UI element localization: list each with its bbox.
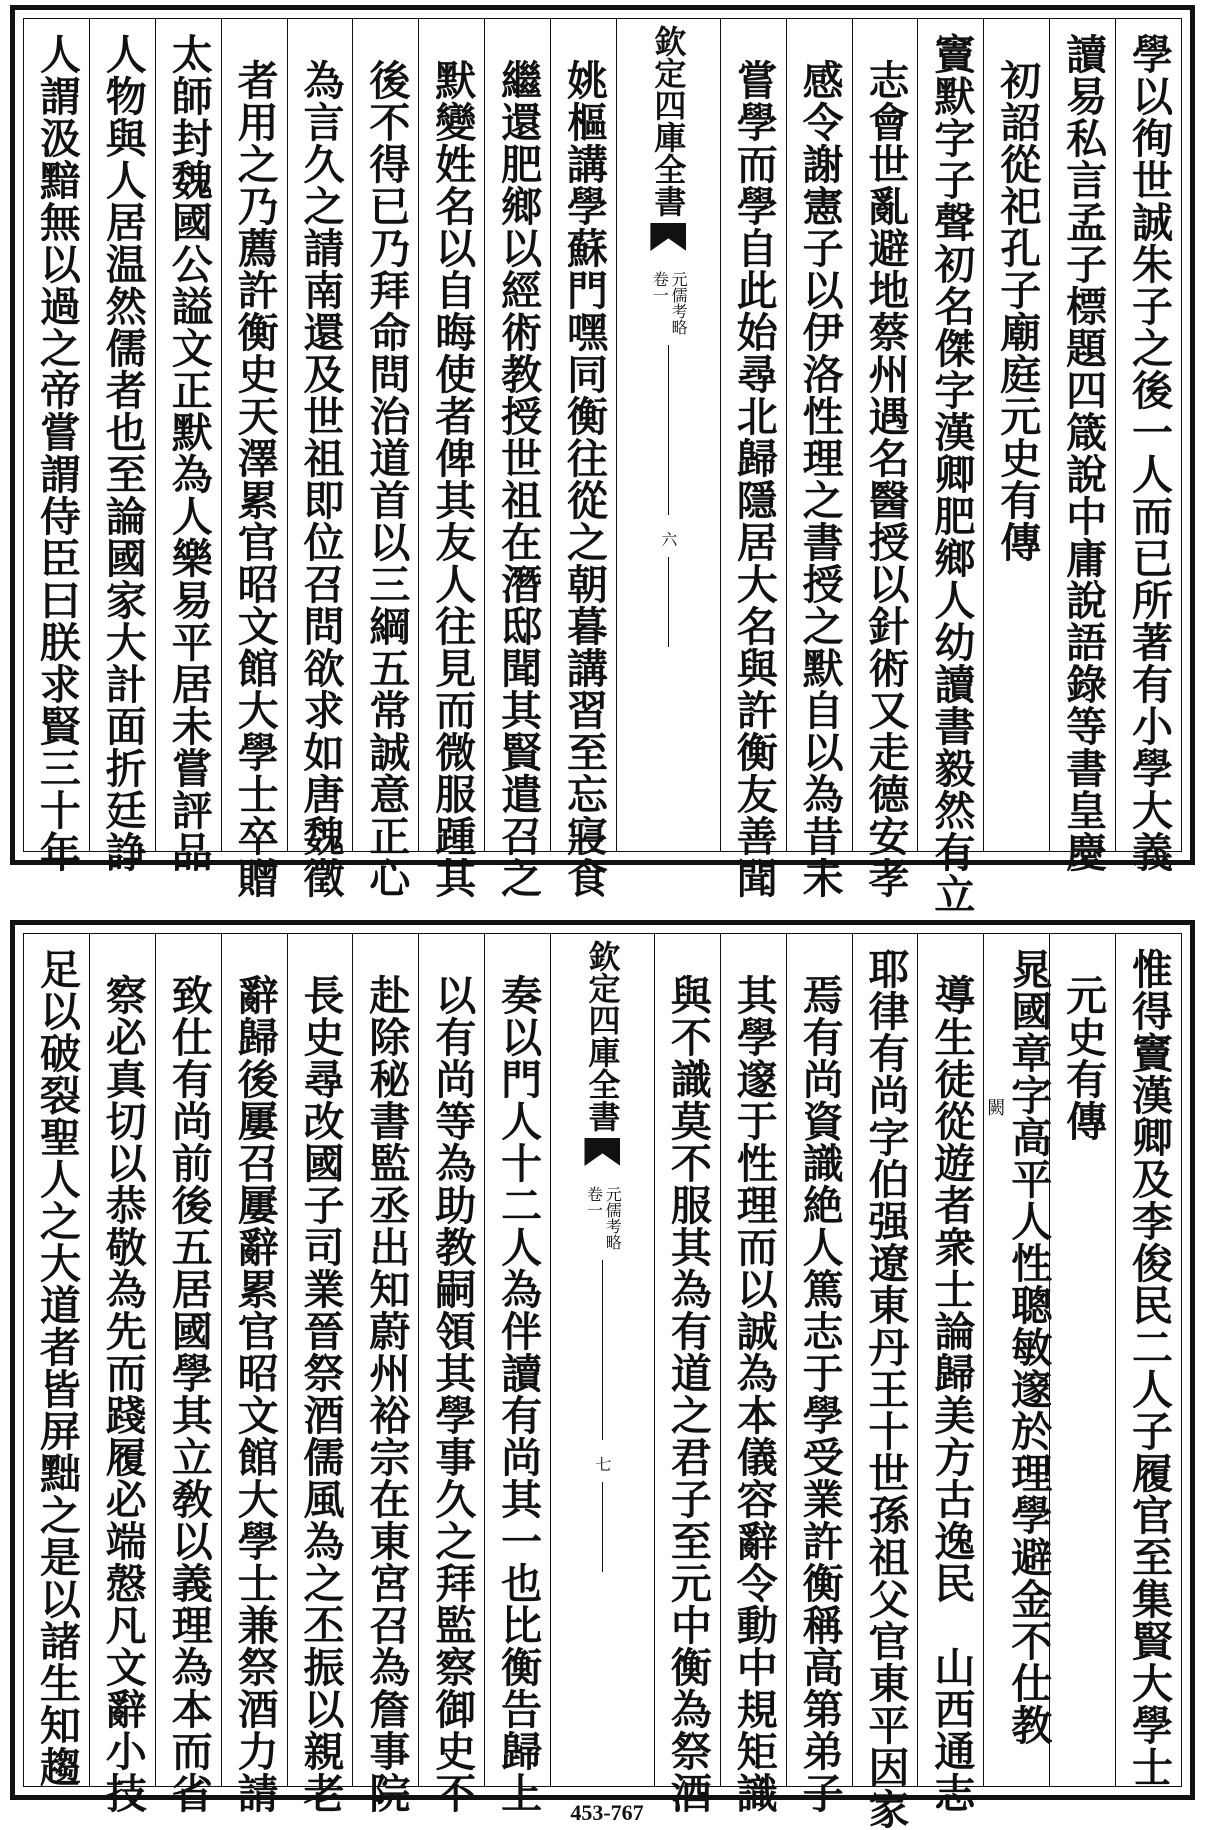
fold-divider	[668, 557, 669, 647]
column-text: 後不得已乃拜命問治道首以三綱五常誠意正心	[362, 59, 411, 899]
fold-book-info	[651, 271, 687, 335]
column-text	[1004, 948, 1053, 1746]
column-text: 致仕有尚前後五居國學其立敎以義理為本而省	[164, 974, 213, 1814]
text-column	[720, 934, 786, 1814]
text-column	[917, 934, 983, 1814]
text-column	[155, 934, 221, 1814]
fold-title: 欽定四庫全書	[583, 940, 622, 1132]
fold-volume: 卷一	[650, 271, 670, 303]
fold-leaf-number: 七	[592, 1456, 612, 1472]
column-text: 足以破裂聖人之大道者皆屏黜之是以諸生知趨	[32, 948, 81, 1788]
text-column	[1115, 934, 1181, 1786]
column-text: 默變姓名以自晦使者俾其友人往見而微服踵其	[428, 59, 477, 899]
text-column	[1049, 19, 1115, 873]
column-text: 嘗學而學自此始尋北歸隱居大名與許衡友善聞	[729, 59, 778, 899]
column-text: 初詔從祀孔子廟庭元史有傳	[993, 59, 1042, 563]
column-text: 奏以門人十二人為伴讀有尚其一也比衡告歸上	[494, 974, 543, 1814]
fold-leaf-number: 六	[658, 531, 678, 547]
column-text: 其學邃于性理而以誠為本儀容辭令動中規矩識	[729, 974, 778, 1814]
fold-book-info	[585, 1186, 621, 1250]
column-text: 為言久之請南還及世祖即位召問欲求如唐魏徵	[296, 59, 345, 899]
column-text: 耶律有尚字伯强遼東丹王十世孫祖父官東平因家	[861, 948, 910, 1830]
upper-page-columns	[23, 18, 1182, 915]
text-column	[352, 934, 418, 1814]
entry-with-note	[984, 948, 1053, 1786]
column-text: 惟得竇漢卿及李俊民二人子履官至集賢大學士	[1125, 948, 1174, 1788]
column-text: 與不識莫不服其為有道之君子至元中衡為祭酒	[663, 974, 712, 1814]
text-column	[786, 934, 852, 1814]
fold-book-title: 元儒考略	[669, 271, 689, 335]
text-column	[786, 19, 852, 899]
text-column	[852, 19, 918, 899]
missing-note: 闕	[984, 1098, 1006, 1116]
text-column	[852, 934, 918, 1830]
fold-volume: 卷一	[584, 1186, 604, 1218]
text-column	[484, 934, 550, 1814]
text-column	[287, 19, 353, 899]
center-fold	[616, 19, 720, 851]
text-column	[1049, 934, 1115, 1786]
column-text: 志會世亂避地蔡州遇名醫授以針術又走德安孝	[861, 59, 910, 899]
fold-divider	[602, 1260, 603, 1440]
column-text: 竇默字子聲初名傑字漢卿肥鄉人幼讀書毅然有立	[927, 33, 976, 915]
text-column	[352, 19, 418, 899]
fold-divider	[668, 345, 669, 515]
text-column	[418, 19, 484, 899]
column-text: 姚樞講學蘇門嘿同衡往從之朝暮講習至忘寢食	[560, 59, 609, 899]
column-text: 辭歸後屢召屢辭累官昭文館大學士兼祭酒力請	[230, 974, 279, 1814]
fold-title: 欽定四庫全書	[649, 25, 688, 217]
text-column	[720, 19, 786, 899]
text-column	[983, 934, 1053, 1786]
center-fold	[550, 934, 654, 1786]
column-text: 赴除秘書監丞出知蔚州裕宗在東宮召為詹事院	[362, 974, 411, 1814]
entry-name: 晁國章字	[1004, 948, 1053, 1116]
text-column	[418, 934, 484, 1814]
text-column	[24, 934, 89, 1786]
column-text: 太師封魏國公謚文正默為人樂易平居未嘗評品	[164, 33, 213, 873]
column-text: 人謂汲黯無以過之帝嘗謂侍臣曰朕求賢三十年	[32, 33, 81, 873]
column-text: 者用之乃薦許衡史天澤累官昭文館大學士卒贈	[230, 59, 279, 899]
upper-page	[10, 5, 1195, 915]
text-column	[654, 934, 720, 1814]
column-text: 繼還肥鄉以經術教授世祖在潛邸聞其賢遣召之	[494, 59, 543, 899]
column-text: 長史尋改國子司業晉祭酒儒風為之丕振以親老	[296, 974, 345, 1814]
column-text: 讀易私言孟子標題四箴說中庸說語錄等書皇慶	[1059, 33, 1108, 873]
column-text: 察必真切以恭敬為先而踐履必端慤凡文辭小技	[98, 974, 147, 1814]
fishtail-mark	[650, 223, 686, 251]
entry-rest: 高平人性聰敏邃於理學避金不仕教	[1004, 1116, 1053, 1746]
text-column	[484, 19, 550, 899]
text-column	[1115, 19, 1181, 873]
text-column	[287, 934, 353, 1814]
text-column	[155, 19, 221, 873]
text-column	[221, 934, 287, 1814]
fishtail-mark	[584, 1138, 620, 1166]
column-text: 人物與人居温然儒者也至論國家大計面折廷諍	[98, 33, 147, 873]
text-column	[89, 19, 155, 873]
column-text: 以有尚等為助教嗣領其學事久之拜監察御史不	[428, 974, 477, 1814]
text-column	[24, 19, 89, 873]
text-column	[983, 19, 1049, 851]
page-number: 453-767	[570, 1800, 644, 1825]
fold-divider	[602, 1482, 603, 1572]
column-text: 導生徒從遊者衆士論歸美方古逸民 山西通志	[927, 974, 976, 1814]
column-text: 元史有傳	[1059, 974, 1108, 1142]
text-column	[221, 19, 287, 899]
fold-book-title: 元儒考略	[603, 1186, 623, 1250]
column-text: 焉有尚資識絶人篤志于學受業許衡稱高第弟子	[795, 974, 844, 1814]
column-text: 感令謝憲子以伊洛性理之書授之默自以為昔未	[795, 59, 844, 899]
text-column	[917, 19, 983, 915]
column-text: 學以徇世誠朱子之後一人而已所著有小學大義	[1125, 33, 1174, 873]
text-column	[89, 934, 155, 1814]
text-column	[550, 19, 616, 899]
